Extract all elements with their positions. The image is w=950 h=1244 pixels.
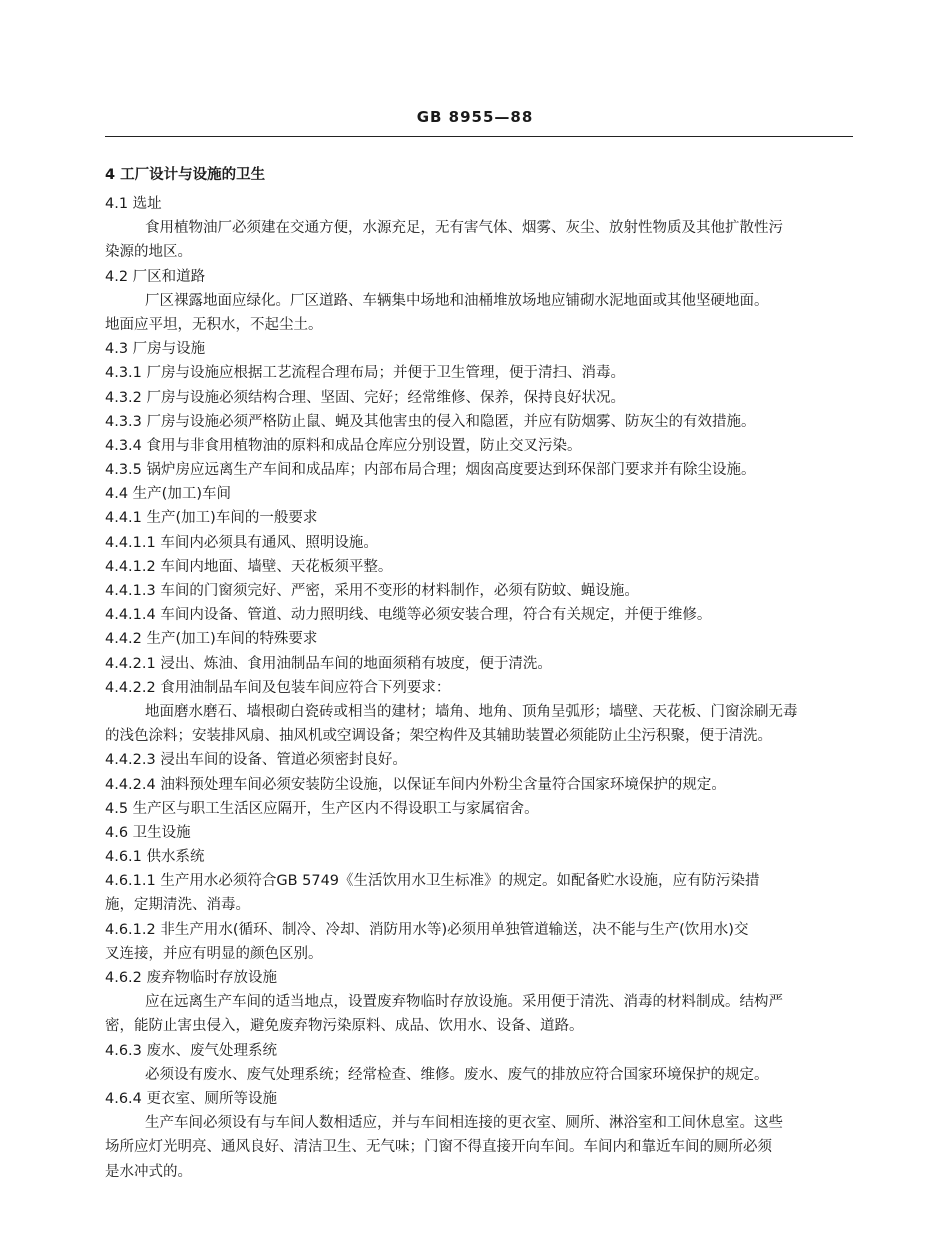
text-line: 地面应平坦，无积水，不起尘土。 <box>105 316 323 333</box>
header-rule <box>105 136 853 137</box>
text-line: 4.4.2.4 油料预处理车间必须安装防尘设施，以保证车间内外粉尘含量符合国家环境保护的规定。 <box>105 776 726 793</box>
text-line: 4.6.1 供水系统 <box>105 849 205 866</box>
text-line: 食用植物油厂必须建在交通方便，水源充足，无有害气体、烟雾、灰尘、放射性物质及其他扩散性污 <box>145 220 783 237</box>
text-line: 4.4.2.3 浸出车间的设备、管道必须密封良好。 <box>105 752 407 769</box>
text-line: 密，能防止害虫侵入，避免废弃物污染原料、成品、饮用水、设备、道路。 <box>105 1018 584 1035</box>
text-line: 地面磨水磨石、墙根砌白瓷砖或相当的建材；墙角、地角、顶角呈弧形；墙壁、天花板、门窗涂刷无毒 <box>145 703 798 720</box>
text-line: 场所应灯光明亮、通风良好、清洁卫生、无气味；门窗不得直接开向车间。车间内和靠近车间的厕所必须 <box>105 1139 772 1156</box>
text-line: 4.4.1.4 车间内设备、管道、动力照明线、电缆等必须安装合理，符合有关规定，并便于维修。 <box>105 607 712 624</box>
text-line: 厂区裸露地面应绿化。厂区道路、车辆集中场地和油桶堆放场地应铺砌水泥地面或其他坚硬地面。 <box>145 292 769 309</box>
text-line: 4.2 厂区和道路 <box>105 268 206 285</box>
text-line: 4.3.4 食用与非食用植物油的原料和成品仓库应分别设置，防止交叉污染。 <box>105 437 582 454</box>
section-heading: 4 工厂设计与设施的卫生 <box>105 167 266 183</box>
text-line: 4.4.1.2 车间内地面、墙壁、天花板须平整。 <box>105 558 393 575</box>
text-line: 4.6.4 更衣室、厕所等设施 <box>105 1090 278 1107</box>
text-line: 4.5 生产区与职工生活区应隔开，生产区内不得设职工与家属宿舍。 <box>105 800 539 817</box>
text-line: 4.1 选址 <box>105 196 162 212</box>
text-line: 4.6.2 废弃物临时存放设施 <box>105 970 278 986</box>
text-line: 4.6 卫生设施 <box>105 824 191 841</box>
text-line: 4.4 生产(加工)车间 <box>105 486 231 503</box>
text-line: 4.4.1 生产(加工)车间的一般要求 <box>105 510 318 527</box>
text-line: 4.6.1.2 非生产用水(循环、制冷、冷却、消防用水等)必须用单独管道输送，决不能与生产(饮用水)交 <box>105 921 749 938</box>
text-line: 叉连接，并应有明显的颜色区别。 <box>105 945 323 962</box>
text-line: 4.4.1.1 车间内必须具有通风、照明设施。 <box>105 534 378 551</box>
text-line: 4.3.3 厂房与设施必须严格防止鼠、蝇及其他害虫的侵入和隐匿，并应有防烟雾、防灰尘的有效措施。 <box>105 413 756 430</box>
text-line: 必须设有废水、废气处理系统；经常检查、维修。废水、废气的排放应符合国家环境保护的规定。 <box>145 1066 769 1083</box>
text-line: 4.4.2.1 浸出、炼油、食用油制品车间的地面须稍有坡度，便于清洗。 <box>105 655 552 672</box>
text-line: 4.3.2 厂房与设施必须结构合理、坚固、完好；经常维修、保养，保持良好状况。 <box>105 389 626 406</box>
text-lines <box>105 192 853 1184</box>
text-line: 4.3.1 厂房与设施应根据工艺流程合理布局；并便于卫生管理，便于清扫、消毒。 <box>105 365 626 382</box>
text-line: 4.6.1.1 生产用水必须符合GB 5749《生活饮用水卫生标准》的规定。如配备贮水设施，应有防污染措 <box>105 873 760 890</box>
text-line: 的浅色涂料；安装排风扇、抽风机或空调设备；架空构件及其辅助装置必须能防止尘污积聚，便于清洗。 <box>105 728 772 745</box>
document-body <box>105 162 853 1184</box>
text-line: 是水冲式的。 <box>105 1163 192 1180</box>
text-line: 4.6.3 废水、废气处理系统 <box>105 1042 278 1059</box>
text-line: 4.4.1.3 车间的门窗须完好、严密，采用不变形的材料制作，必须有防蚊、蝇设施。 <box>105 583 639 599</box>
text-line: 应在远离生产车间的适当地点，设置废弃物临时存放设施。采用便于清洗、消毒的材料制成。结构严 <box>145 994 783 1011</box>
text-line: 生产车间必须设有与车间人数相适应，并与车间相连接的更衣室、厕所、淋浴室和工间休息室。这些 <box>145 1115 783 1132</box>
text-line: 4.3 厂房与设施 <box>105 341 206 358</box>
text-line: 染源的地区。 <box>105 244 192 261</box>
document-header: GB 8955—88 <box>416 108 534 126</box>
text-line: 4.4.2 生产(加工)车间的特殊要求 <box>105 631 318 648</box>
text-line: 施，定期清洗、消毒。 <box>105 897 250 914</box>
text-line: 4.4.2.2 食用油制品车间及包装车间应符合下列要求： <box>105 679 451 696</box>
text-line: 4.3.5 锅炉房应远离生产车间和成品库；内部布局合理；烟囱高度要达到环保部门要求并有除尘设施。 <box>105 462 756 479</box>
